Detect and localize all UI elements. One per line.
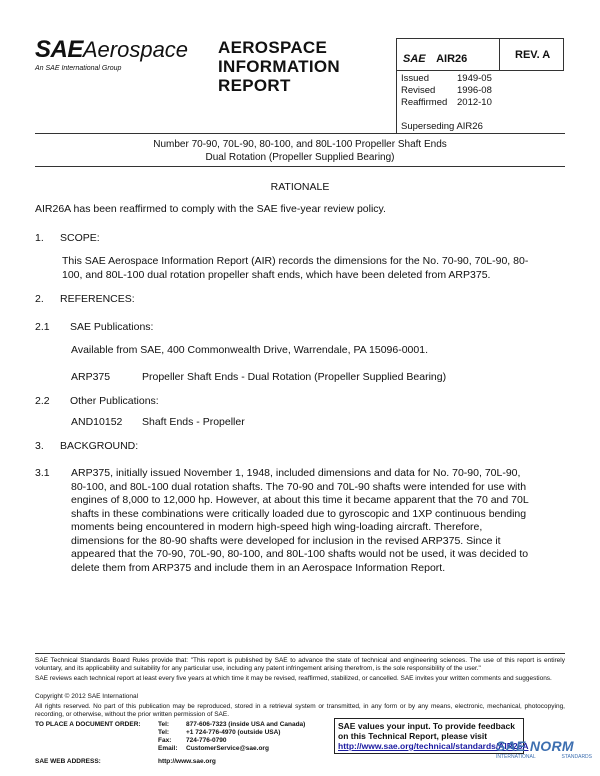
subject-line: Dual Rotation (Propeller Supplied Bearing) (205, 152, 395, 163)
order-contacts (158, 721, 338, 753)
rights-text: All rights reserved. No part of this publication may be reproduced, stored in a retrieval system or transmitted, in any form or by any means, electronic, mechanical, photocopying, recording, or otherwise, without the prior written permission of SAE. (35, 703, 565, 718)
feedback-link[interactable]: http://www.sae.org/technical/standards/AIR26A (338, 741, 529, 751)
document-subject (35, 138, 565, 164)
logo-sae: SAE (35, 36, 83, 63)
contact-row: Email: CustomerService@sae.org (158, 745, 269, 752)
reference-item (71, 371, 541, 385)
background-text: ARP375, initially issued November 1, 1948, included dimensions and data for No. 70-90, 70L-90, 80-100, and 80L-100 dual rotation shafts. The 70-90 and 70L-90 shafts were intended for use with engines of 8,000 to 12,000 hp. However, at about this time it became apparent that the 70 and 70L shafts in these combinations were critically loaded due to gyroscopic and 1XP continuous bending moments being encountered in modern high-speed high wing-loading aircraft. Therefore, dimensions for the 80-90 shafts were developed for inclusion in the revised ARP375. Since it appeared that the 70-90, 70L-90, 80-100, and 80L-100 shafts would not be used, it was decided to delete them from ARP375 and include them in an Aerospace Information Report. (71, 467, 529, 574)
order-label: TO PLACE A DOCUMENT ORDER: (35, 721, 141, 728)
review-text: SAE reviews each technical report at least every five years at which time it may be revised, reaffirmed, stabilized, or cancelled. SAE invites your written comments and suggestions. (35, 675, 552, 682)
subsection-heading: 2.2 Other Publications: (35, 395, 159, 407)
watermark-brand: SAE NORM (496, 738, 574, 754)
customer-service-email[interactable]: CustomerService@sae.org (186, 745, 269, 752)
date-row: Reaffirmed 2012-10 (401, 97, 492, 108)
divider (396, 70, 397, 134)
divider (35, 133, 565, 134)
section-heading: 3. BACKGROUND: (35, 440, 139, 452)
rationale-heading: RATIONALE (270, 181, 330, 193)
reference-title: Shaft Ends - Propeller (142, 416, 245, 428)
divider (35, 166, 565, 167)
contact-row: Fax: 724-776-0790 (158, 737, 227, 744)
title-line: REPORT (218, 76, 291, 95)
subject-line: Number 70-90, 70L-90, 80-100, and 80L-100 Propeller Shaft Ends (153, 139, 447, 150)
policy-text: SAE Technical Standards Board Rules provide that: "This report is published by SAE to advance the state of technical and engineering sciences. The use of this report is entirely voluntary, and its applicability and suitability for any particular use, including any patent infringement arising therefrom, is the sole responsibility of the user." (35, 657, 565, 672)
doc-number-cell (396, 38, 500, 71)
subsection-number: 3.1 (35, 467, 50, 479)
reference-title: Propeller Shaft Ends - Dual Rotation (Propeller Supplied Bearing) (142, 371, 447, 383)
superseding: Superseding AIR26 (401, 121, 483, 132)
section-heading: 1. SCOPE: (35, 232, 100, 244)
rationale-text: AIR26A has been reaffirmed to comply with the SAE five-year review policy. (35, 203, 386, 215)
reference-code: ARP375 (71, 371, 111, 383)
logo-aerospace: Aerospace (82, 37, 189, 62)
date-history (401, 73, 492, 109)
title-line: AEROSPACE (218, 38, 328, 57)
logo (35, 38, 205, 72)
revision: REV. A (515, 49, 551, 61)
scope-text: This SAE Aerospace Information Report (AIR) records the dimensions for the No. 70-90, 70L-90, 80-100, and 80L-100 dual rotation propeller shaft ends, which have been deleted from ARP375. (62, 255, 529, 281)
contact-row: Tel: +1 724-776-4970 (outside USA) (158, 729, 281, 736)
web-label: SAE WEB ADDRESS: (35, 758, 101, 765)
divider (396, 70, 564, 71)
watermark: SAE NORM INTERNATIONAL STANDARDS (496, 738, 598, 760)
doc-number: AIR26 (436, 53, 468, 65)
contact-row: Tel: 877-606-7323 (inside USA and Canada) (158, 721, 306, 728)
reference-code: AND10152 (71, 416, 123, 428)
sae-address: Available from SAE, 400 Commonwealth Drive, Warrendale, PA 15096-0001. (71, 344, 428, 356)
feedback-box: SAE values your input. To provide feedback on this Technical Report, please visit http://www.sae.org/technical/standards/AIR26A (334, 718, 524, 754)
web-address-link[interactable]: http://www.sae.org (158, 758, 216, 765)
section-heading: 2. REFERENCES: (35, 293, 135, 305)
copyright: Copyright © 2012 SAE International (35, 693, 139, 700)
revision-cell (499, 38, 564, 71)
small-sae-logo: SAE (403, 53, 426, 65)
reference-item (71, 416, 541, 430)
date-row: Issued 1949-05 (401, 73, 492, 84)
logo-tagline: An SAE International Group (35, 65, 122, 72)
subsection-heading: 2.1 SAE Publications: (35, 321, 154, 333)
document-type-title (218, 38, 378, 95)
divider (35, 653, 565, 654)
title-line: INFORMATION (218, 57, 340, 76)
date-row: Revised 1996-08 (401, 85, 492, 96)
